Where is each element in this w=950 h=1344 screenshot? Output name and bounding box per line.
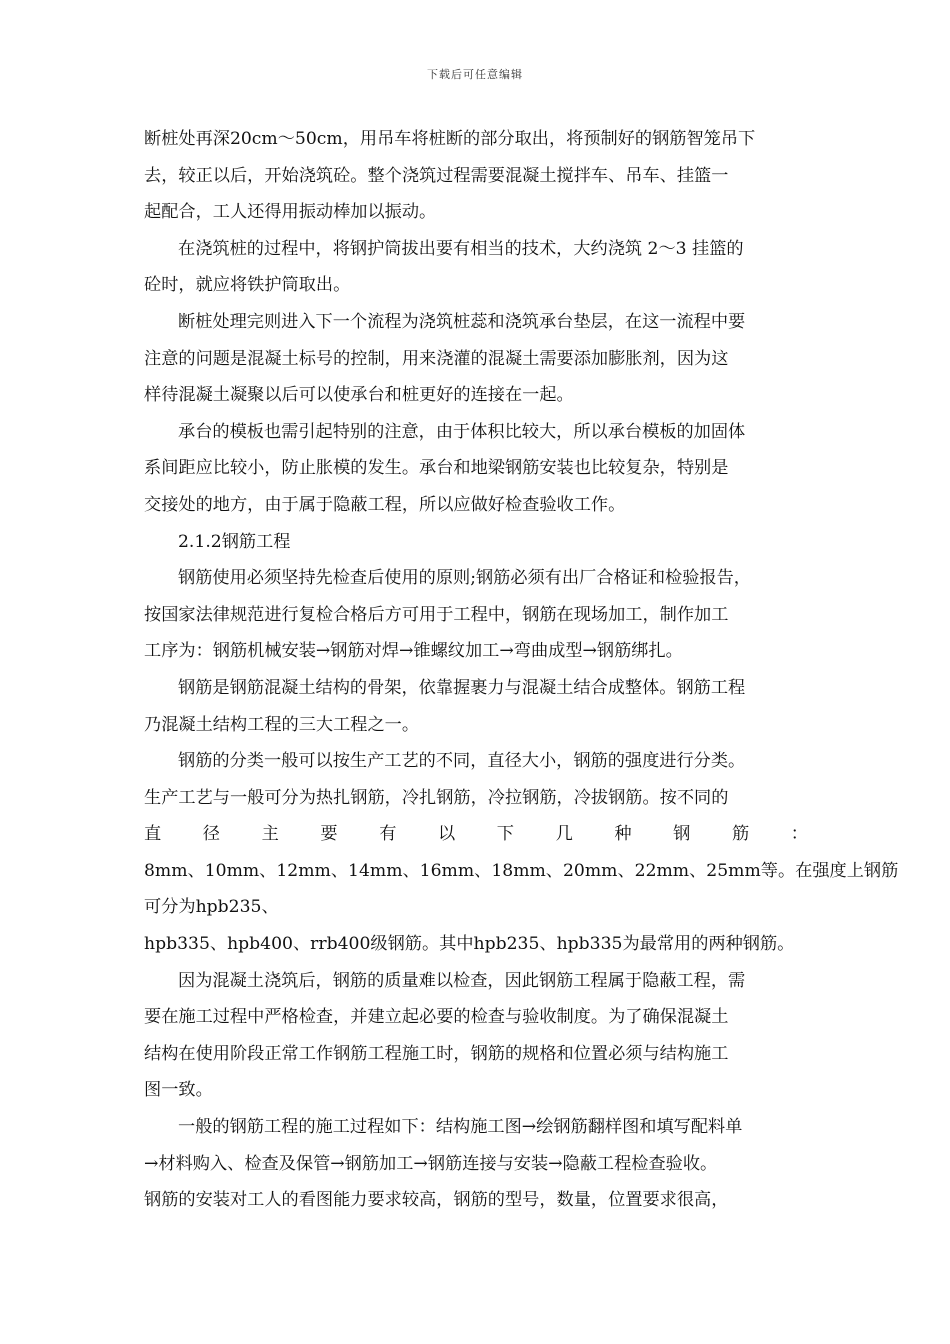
text-line: 砼时，就应将铁护筒取出。 (144, 275, 351, 296)
text-line: 乃混凝土结构工程的三大工程之一。 (144, 714, 420, 735)
text-line: 断桩处再深20cm～50cm，用吊车将桩断的部分取出，将预制好的钢筋智笼吊下 (144, 129, 756, 149)
text-line: →材料购入、检查及保管→钢筋加工→钢筋连接与安装→隐蔽工程检查验收。 (144, 1153, 718, 1174)
text-line: 工序为：钢筋机械安装→钢筋对焊→锥螺纹加工→弯曲成型→钢筋绑扎。 (144, 641, 683, 662)
paragraph-first-line: 断桩处理完则进入下一个流程为浇筑桩蕊和浇筑承台垫层，在这一流程中要 (178, 311, 746, 332)
text-line: 起配合，工人还得用振动棒加以振动。 (144, 202, 437, 223)
text-line: 钢筋的安装对工人的看图能力要求较高，钢筋的型号，数量，位置要求很高， (144, 1190, 729, 1211)
char: 主 (261, 824, 279, 845)
char: 以 (437, 824, 456, 845)
char: 筋 (731, 824, 750, 845)
text-line: 按国家法律规范进行复检合格后方可用于工程中，钢筋在现场加工，制作加工 (144, 604, 729, 625)
text-line: 可分为hpb235、 (144, 897, 279, 918)
text-line: 注意的问题是混凝土标号的控制，用来浇灌的混凝土需要添加膨胀剂，因为这 (144, 348, 729, 369)
text-line: hpb335、hpb400、rrb400级钢筋。其中hpb235、hpb335为最常用的两种钢筋。 (144, 934, 795, 955)
justified-text-line (144, 816, 808, 853)
char: 种 (614, 824, 632, 845)
document-body (144, 121, 899, 1219)
text-line: 图一致。 (144, 1080, 213, 1101)
char: 下 (496, 824, 514, 845)
paragraph-first-line: 在浇筑桩的过程中，将钢护筒拔出要有相当的技术，大约浇筑 2～3 挂篮的 (178, 238, 744, 259)
text-line: 系间距应比较小，防止胀模的发生。承台和地梁钢筋安装也比较复杂，特别是 (144, 458, 729, 479)
char: 有 (379, 824, 397, 845)
paragraph-first-line: 钢筋的分类一般可以按生产工艺的不同，直径大小，钢筋的强度进行分类。 (178, 751, 746, 772)
text-line: 去，较正以后，开始浇筑砼。整个浇筑过程需要混凝土搅拌车、吊车、挂篮一 (144, 165, 729, 186)
char: 直 (144, 824, 162, 845)
section-heading: 2.1.2钢筋工程 (178, 531, 291, 552)
char: 要 (320, 824, 338, 845)
text-line: 结构在使用阶段正常工作钢筋工程施工时，钢筋的规格和位置必须与结构施工 (144, 1043, 729, 1064)
char: 径 (202, 824, 220, 845)
text-line: 样待混凝土凝聚以后可以使承台和桩更好的连接在一起。 (144, 385, 574, 406)
text-line: 8mm、10mm、12mm、14mm、16mm、18mm、20mm、22mm、25mm等。在强度上钢筋 (144, 860, 899, 881)
paragraph-first-line: 承台的模板也需引起特别的注意，由于体积比较大，所以承台模板的加固体 (178, 421, 746, 442)
page-header: 下载后可任意编辑 (427, 68, 523, 81)
char: ： (790, 824, 808, 845)
char: 钢 (673, 824, 691, 845)
text-line: 交接处的地方，由于属于隐蔽工程，所以应做好检查验收工作。 (144, 494, 626, 515)
text-line: 生产工艺与一般可分为热扎钢筋，冷扎钢筋，冷拉钢筋，冷拔钢筋。按不同的 (144, 787, 729, 808)
paragraph-first-line: 钢筋是钢筋混凝土结构的骨架，依靠握裹力与混凝土结合成整体。钢筋工程 (178, 677, 746, 698)
paragraph-first-line: 一般的钢筋工程的施工过程如下：结构施工图→绘钢筋翻样图和填写配料单 (178, 1117, 743, 1138)
char: 几 (555, 824, 573, 845)
paragraph-first-line: 因为混凝土浇筑后，钢筋的质量难以检查，因此钢筋工程属于隐蔽工程，需 (178, 970, 746, 991)
paragraph-first-line: 钢筋使用必须坚持先检查后使用的原则;钢筋必须有出厂合格证和检验报告， (178, 568, 751, 589)
text-line: 要在施工过程中严格检查，并建立起必要的检查与验收制度。为了确保混凝土 (144, 1007, 729, 1028)
